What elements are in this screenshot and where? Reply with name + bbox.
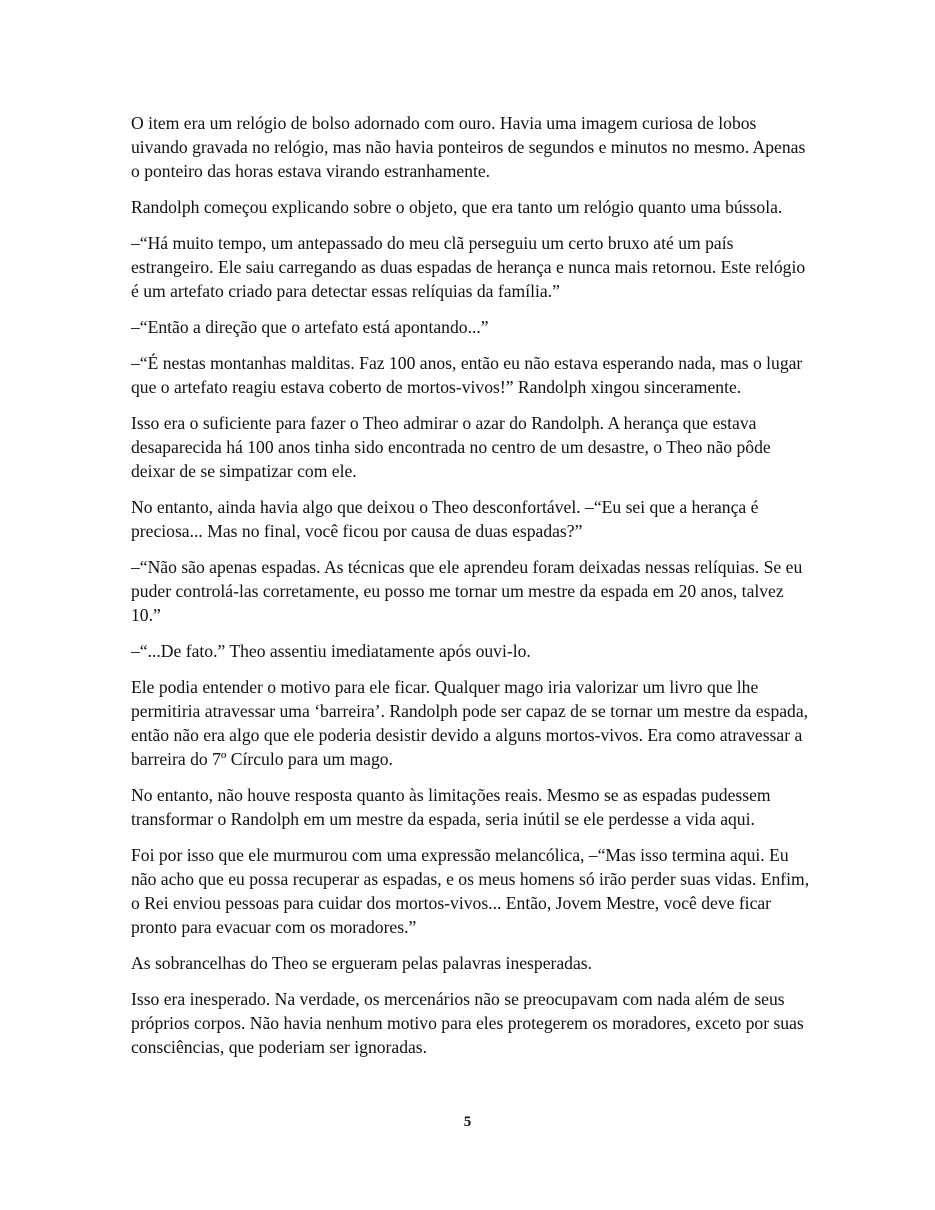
paragraph-9: –“...De fato.” Theo assentiu imediatamente após ouvi-lo.: [131, 641, 531, 661]
paragraph-7: No entanto, ainda havia algo que deixou o Theo desconfortável. –“Eu sei que a herança é preciosa... Mas no final, você ficou por causa de duas espadas?”: [131, 497, 759, 541]
paragraph-11: No entanto, não houve resposta quanto às limitações reais. Mesmo se as espadas pudessem transformar o Randolph em um mestre da espada, seria inútil se ele perdesse a vida aqui.: [131, 785, 771, 829]
paragraph-4: –“Então a direção que o artefato está apontando...”: [131, 317, 489, 337]
paragraph-14: Isso era inesperado. Na verdade, os mercenários não se preocupavam com nada além de seus próprios corpos. Não havia nenhum motivo para eles protegerem os moradores, exceto por suas consciências, que poderiam ser ignoradas.: [131, 989, 804, 1057]
paragraph-5: –“É nestas montanhas malditas. Faz 100 anos, então eu não estava esperando nada, mas o lugar que o artefato reagiu estava coberto de mortos-vivos!” Randolph xingou sinceramente.: [131, 353, 803, 397]
page-number: 5: [463, 1114, 472, 1130]
paragraph-2: Randolph começou explicando sobre o objeto, que era tanto um relógio quanto uma bússola.: [131, 197, 783, 217]
body-text: [131, 111, 811, 1071]
paragraph-8: –“Não são apenas espadas. As técnicas que ele aprendeu foram deixadas nessas relíquias. Se eu puder controlá-las corretamente, eu posso me tornar um mestre da espada em 20 anos, talvez 10.”: [131, 557, 803, 625]
paragraph-1: O item era um relógio de bolso adornado com ouro. Havia uma imagem curiosa de lobos uivando gravada no relógio, mas não havia ponteiros de segundos e minutos no mesmo. Apenas o ponteiro das horas estava virando estranhamente.: [131, 113, 806, 181]
paragraph-13: As sobrancelhas do Theo se ergueram pelas palavras inesperadas.: [131, 953, 593, 973]
paragraph-6: Isso era o suficiente para fazer o Theo admirar o azar do Randolph. A herança que estava desaparecida há 100 anos tinha sido encontrada no centro de um desastre, o Theo não pôde deixar de se simpatizar com ele.: [131, 413, 771, 481]
paragraph-12: Foi por isso que ele murmurou com uma expressão melancólica, –“Mas isso termina aqui. Eu não acho que eu possa recuperar as espadas, e os meus homens só irão perder suas vidas. Enfim, o Rei enviou pessoas para cuidar dos mortos-vivos... Então, Jovem Mestre, você deve ficar pronto para evacuar com os moradores.”: [131, 845, 810, 937]
paragraph-10: Ele podia entender o motivo para ele ficar. Qualquer mago iria valorizar um livro que lhe permitiria atravessar uma ‘barreira’. Randolph pode ser capaz de se tornar um mestre da espada, então não era algo que ele poderia desistir devido a alguns mortos-vivos. Era como atravessar a barreira do 7º Círculo para um mago.: [131, 677, 809, 769]
paragraph-3: –“Há muito tempo, um antepassado do meu clã perseguiu um certo bruxo até um país estrangeiro. Ele saiu carregando as duas espadas de herança e nunca mais retornou. Este relógio é um artefato criado para detectar essas relíquias da família.”: [131, 233, 806, 301]
